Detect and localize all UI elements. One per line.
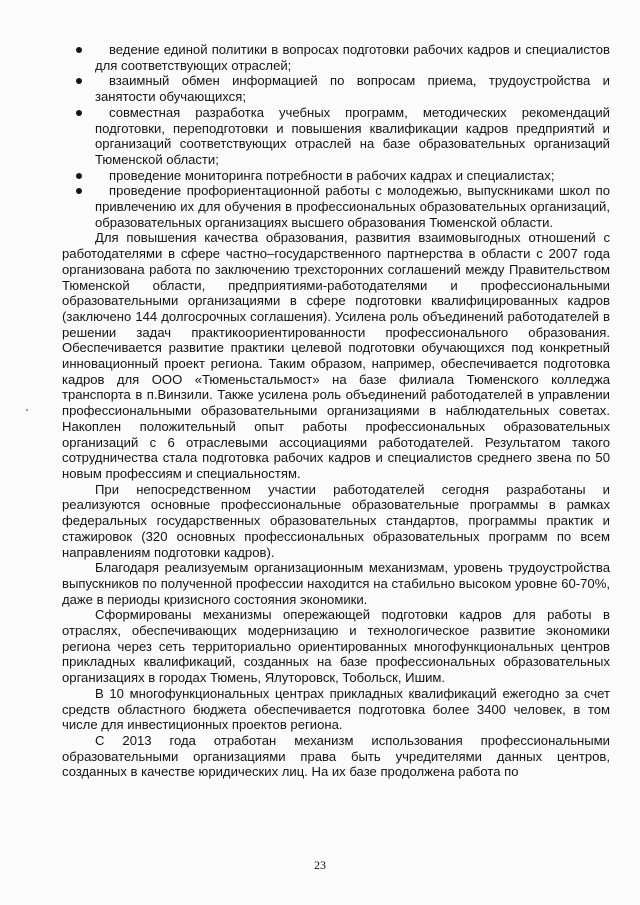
list-item — [62, 183, 610, 230]
bullet-dot-icon — [76, 78, 82, 84]
paragraph: Благодаря реализуемым организационным механизмам, уровень трудоустройства выпускников по полученной профессии находится на стабильно высоком уровне 60-70%, даже в периоды кризисного состояния экономики. — [62, 560, 610, 607]
page-body — [62, 42, 610, 780]
paragraph: С 2013 года отработан механизм использования профессиональными образовательными организациями права быть учредителями данных центров, созданных в качестве юридических лиц. На их базе продолжена работа по — [62, 732, 610, 780]
scan-speck — [26, 409, 28, 411]
page-number: 23 — [314, 858, 326, 872]
paragraph: В 10 многофункциональных центрах прикладных квалификаций ежегодно за счет средств областного бюджета обеспечивается подготовка более 3400 человек, в том числе для инвестиционных проектов региона. — [62, 685, 610, 733]
bullet-text: взаимный обмен информацией по вопросам приема, трудоустройства и занятости обучающихся; — [95, 73, 610, 105]
bullet-dot-icon — [76, 173, 82, 179]
bullet-dot-icon — [76, 110, 82, 116]
bullet-text: проведение профориентационной работы с молодежью, выпускниками школ по привлечению их для обучения в профессиональных образовательных организаций, образовательных организациях высшего образования Тюменской области. — [95, 183, 610, 230]
bullet-text: совместная разработка учебных программ, методических рекомендаций подготовки, переподготовки и повышения квалификации кадров предприятий и организаций соответствующих отраслей на базе образовательных организаций Тюменской области; — [95, 104, 610, 167]
list-item — [62, 73, 610, 104]
bullet-text: проведение мониторинга потребности в рабочих кадрах и специалистах; — [109, 167, 555, 183]
bullet-list — [62, 42, 610, 230]
bullet-dot-icon — [76, 188, 82, 194]
list-item — [62, 168, 610, 184]
bullet-text: ведение единой политики в вопросах подготовки рабочих кадров и специалистов для соответствующих отраслей; — [95, 42, 610, 73]
list-item — [62, 42, 610, 73]
bullet-dot-icon — [76, 47, 82, 53]
paragraph: Сформированы механизмы опережающей подготовки кадров для работы в отраслях, обеспечивающих модернизацию и технологическое развитие экономики региона через сеть территориально ориентированных многофункциональных центров прикладных квалификаций, созданных на базе профессиональных образовательных организациях в городах Тюмень, Ялуторовск, Тобольск, Ишим. — [62, 607, 610, 686]
paragraph: При непосредственном участии работодателей сегодня разработаны и реализуются основные профессиональные образовательные программы в рамках федеральных государственных образовательных стандартов, программы практик и стажировок (320 основных профессиональных образовательных программ по всем направлениям подготовки кадров). — [62, 481, 610, 560]
paragraph: Для повышения качества образования, развития взаимовыгодных отношений с работодателями в сфере частно–государственного партнерства в области с 2007 года организована работа по заключению трехсторонних соглашений между Правительством Тюменской области, предприятиями-работодателями и профессиональными образовательными организациями в сфере подготовки квалифицированных кадров (заключено 144 долгосрочных соглашения). Усилена роль объединений работодателей в решении задач практикоориентированности профессионального образования. Обеспечивается развитие практики целевой подготовки обучающихся под конкретный инновационный проект региона. Таким образом, например, обеспечивается подготовка кадров для ООО «Тюменьстальмост» на базе филиала Тюменского колледжа транспорта в п.Винзили. Также усилена роль объединений работодателей в управлении профессиональными образовательными организациями в наблюдательных советах. Накоплен положительный опыт работы профессиональных образовательных организаций с 6 отраслевыми ассоциациями работодателей. Результатом такого сотрудничества стала подготовка рабочих кадров и специалистов среднего звена по 50 новым профессиям и специальностям. — [62, 230, 610, 481]
list-item — [62, 105, 610, 168]
